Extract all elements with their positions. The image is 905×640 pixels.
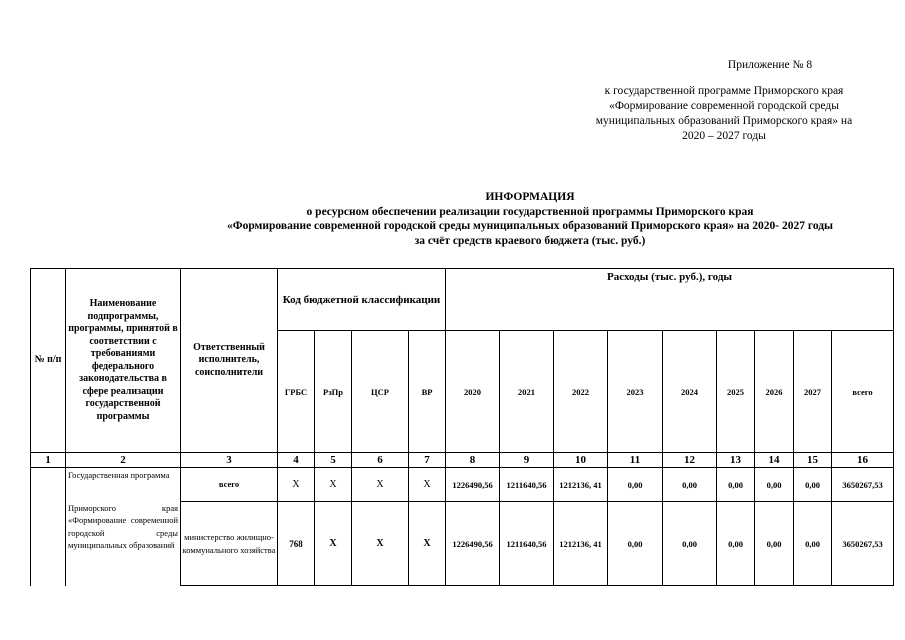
value-cell: 1226490,56 — [446, 468, 500, 502]
column-number: 8 — [446, 453, 500, 468]
code-col-csr: ЦСР — [352, 331, 409, 453]
code-cell: Х — [409, 468, 446, 502]
year-col: 2025 — [717, 331, 755, 453]
column-number: 4 — [278, 453, 315, 468]
heading-line: о ресурсном обеспечении реализации государственной программы Приморского края — [306, 205, 754, 218]
value-cell: 0,00 — [717, 468, 755, 502]
value-cell: 0,00 — [663, 502, 717, 586]
value-cell: 1211640,56 — [500, 502, 554, 586]
appendix-line: «Формирование современной городской среды — [609, 100, 839, 112]
code-cell: Х — [315, 502, 352, 586]
year-col: 2026 — [755, 331, 794, 453]
year-col: 2027 — [794, 331, 832, 453]
code-col-vr: ВР — [409, 331, 446, 453]
value-cell: 0,00 — [794, 468, 832, 502]
value-cell: 0,00 — [794, 502, 832, 586]
appendix-line: к государственной программе Приморского края — [604, 85, 844, 97]
total-col: всего — [832, 331, 894, 453]
program-name: Государственная программа — [68, 470, 170, 480]
table-row — [31, 502, 894, 586]
code-col-rzpr: РзПр — [315, 331, 352, 453]
document-heading — [150, 190, 905, 248]
value-cell: 1212136, 41 — [554, 502, 608, 586]
value-cell: 0,00 — [755, 468, 794, 502]
heading-title: ИНФОРМАЦИЯ — [485, 191, 575, 203]
code-cell: Х — [409, 502, 446, 586]
header-expenses: Расходы (тыс. руб.), годы — [446, 269, 894, 331]
code-cell: 768 — [278, 502, 315, 586]
row-num-cell — [31, 468, 66, 586]
value-cell: 0,00 — [755, 502, 794, 586]
program-name-cell — [66, 502, 181, 586]
column-number: 11 — [608, 453, 663, 468]
code-cell: Х — [352, 468, 409, 502]
column-number: 5 — [315, 453, 352, 468]
header-name: Наименование подпрограммы, программы, принятой в соответствии с требованиями федерального законодательства в сфере реализации государственной программы — [66, 269, 181, 453]
year-col: 2023 — [608, 331, 663, 453]
appendix-line: муниципальных образований Приморского края» на — [595, 115, 853, 127]
appendix-number: Приложение № 8 — [727, 59, 813, 71]
column-number: 13 — [717, 453, 755, 468]
value-cell: 0,00 — [608, 502, 663, 586]
value-cell: 0,00 — [663, 468, 717, 502]
column-number: 1 — [31, 453, 66, 468]
column-number: 10 — [554, 453, 608, 468]
value-cell: 1211640,56 — [500, 468, 554, 502]
total-cell: 3650267,53 — [832, 502, 894, 586]
value-cell: 0,00 — [608, 468, 663, 502]
year-col: 2024 — [663, 331, 717, 453]
responsible-cell: всего — [181, 468, 278, 502]
code-cell: Х — [352, 502, 409, 586]
column-number: 7 — [409, 453, 446, 468]
appendix-line: 2020 – 2027 годы — [682, 130, 766, 142]
year-col: 2020 — [446, 331, 500, 453]
column-number: 12 — [663, 453, 717, 468]
column-number: 6 — [352, 453, 409, 468]
value-cell: 1212136, 41 — [554, 468, 608, 502]
column-number: 2 — [66, 453, 181, 468]
column-number: 3 — [181, 453, 278, 468]
column-number: 15 — [794, 453, 832, 468]
column-number: 16 — [832, 453, 894, 468]
resource-table — [30, 268, 894, 586]
appendix-block — [560, 58, 888, 144]
code-col-grbs: ГРБС — [278, 331, 315, 453]
year-col: 2021 — [500, 331, 554, 453]
code-cell: Х — [315, 468, 352, 502]
heading-line: «Формирование современной городской среды муниципальных образований Приморского края» на 2020- 2027 годы — [226, 220, 834, 232]
year-col: 2022 — [554, 331, 608, 453]
table-row — [31, 468, 894, 502]
code-cell: Х — [278, 468, 315, 502]
header-responsible: Ответственный исполнитель, соисполнители — [181, 269, 278, 453]
value-cell: 1226490,56 — [446, 502, 500, 586]
column-number: 14 — [755, 453, 794, 468]
value-cell: 0,00 — [717, 502, 755, 586]
total-cell: 3650267,53 — [832, 468, 894, 502]
responsible-cell: министерство жилищно-коммунального хозяйства — [181, 502, 278, 586]
program-name: Приморского края «Формирование современной городской среды муниципальных образований — [68, 502, 178, 550]
column-number: 9 — [500, 453, 554, 468]
heading-line: за счёт средств краевого бюджета (тыс. руб.) — [414, 234, 646, 247]
program-name-cell — [66, 468, 181, 502]
column-number-row — [31, 453, 894, 468]
header-code: Код бюджетной классификации — [278, 269, 446, 331]
header-num: № п/п — [31, 269, 66, 453]
